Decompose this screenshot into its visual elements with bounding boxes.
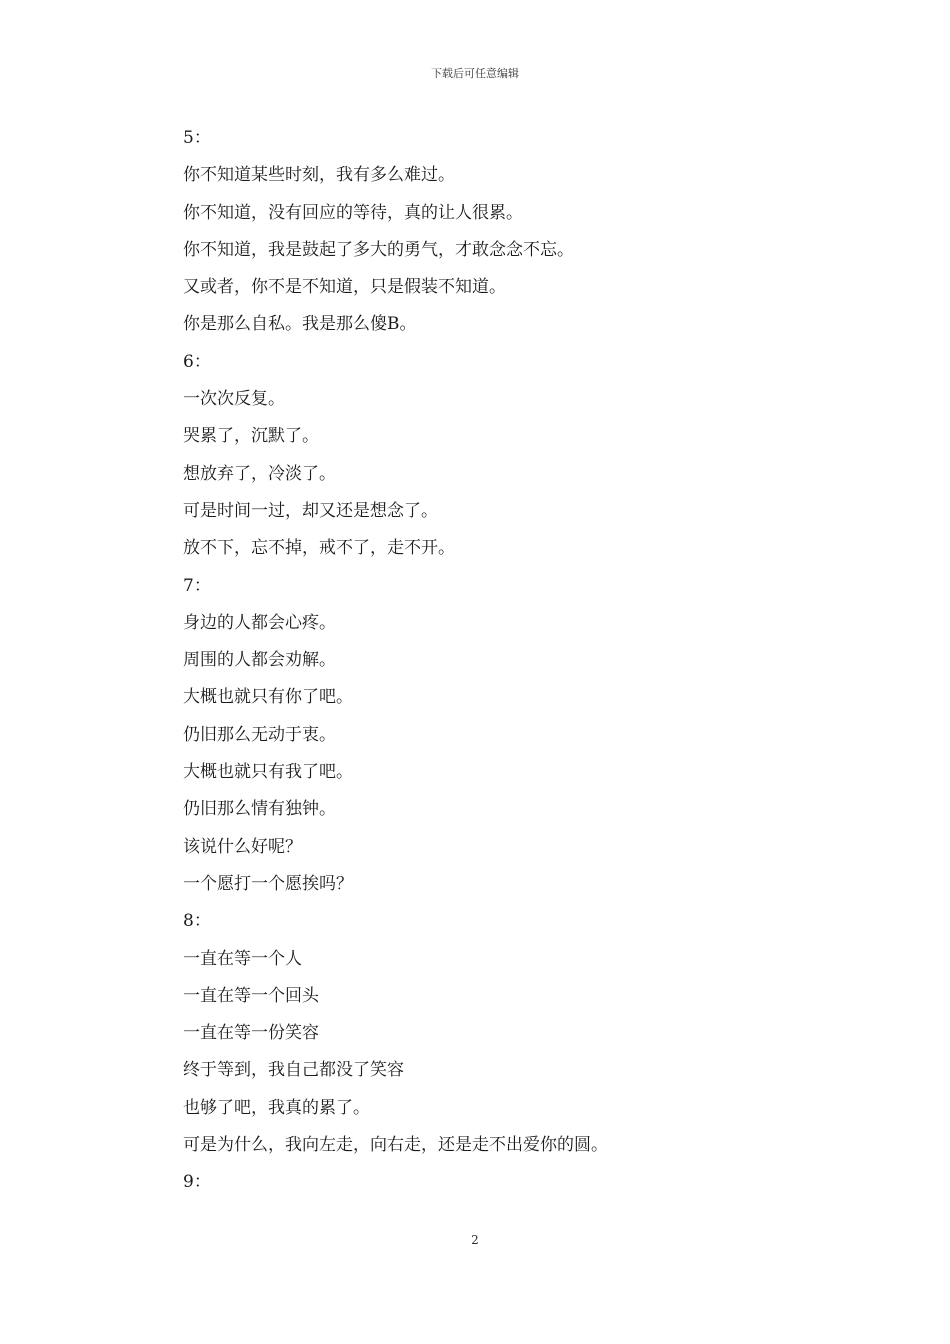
text-line: 你不知道，我是鼓起了多大的勇气，才敢念念不忘。 bbox=[183, 239, 574, 260]
text-line: 你不知道某些时刻，我有多么难过。 bbox=[183, 165, 455, 186]
text-line: 该说什么好呢？ bbox=[183, 836, 302, 857]
text-line: 仍旧那么无动于衷。 bbox=[183, 724, 336, 745]
text-line: 一直在等一个人 bbox=[183, 948, 302, 969]
text-line: 8： bbox=[183, 911, 211, 932]
page-number: 2 bbox=[471, 1233, 479, 1247]
text-line: 周围的人都会劝解。 bbox=[183, 650, 336, 671]
document-body bbox=[183, 128, 843, 1210]
text-line: 9： bbox=[183, 1172, 211, 1193]
text-line: 一直在等一个回头 bbox=[183, 985, 319, 1006]
text-line: 身边的人都会心疼。 bbox=[183, 612, 336, 633]
text-line: 终于等到，我自己都没了笑容 bbox=[183, 1060, 404, 1081]
page-header: 下载后可任意编辑 bbox=[431, 67, 519, 80]
text-line: 你不知道，没有回应的等待，真的让人很累。 bbox=[183, 202, 523, 223]
text-line: 可是为什么，我向左走，向右走，还是走不出爱你的圆。 bbox=[183, 1135, 608, 1156]
text-line: 仍旧那么情有独钟。 bbox=[183, 799, 336, 820]
text-line: 大概也就只有你了吧。 bbox=[183, 687, 353, 708]
text-line: 大概也就只有我了吧。 bbox=[183, 762, 353, 783]
text-line: 想放弃了，冷淡了。 bbox=[183, 463, 336, 484]
text-line: 一个愿打一个愿挨吗？ bbox=[183, 873, 353, 894]
text-line: 也够了吧，我真的累了。 bbox=[183, 1097, 370, 1118]
text-line: 可是时间一过，却又还是想念了。 bbox=[183, 500, 438, 521]
text-line: 放不下，忘不掉，戒不了，走不开。 bbox=[183, 538, 455, 559]
text-line: 又或者，你不是不知道，只是假装不知道。 bbox=[183, 277, 506, 298]
text-line: 6： bbox=[183, 351, 211, 372]
text-line: 5： bbox=[183, 128, 211, 148]
text-line: 一次次反复。 bbox=[183, 389, 285, 410]
text-line: 一直在等一份笑容 bbox=[183, 1023, 319, 1044]
text-line: 哭累了，沉默了。 bbox=[183, 426, 319, 447]
text-line: 你是那么自私。我是那么傻B。 bbox=[183, 314, 417, 335]
text-line: 7： bbox=[183, 575, 211, 596]
